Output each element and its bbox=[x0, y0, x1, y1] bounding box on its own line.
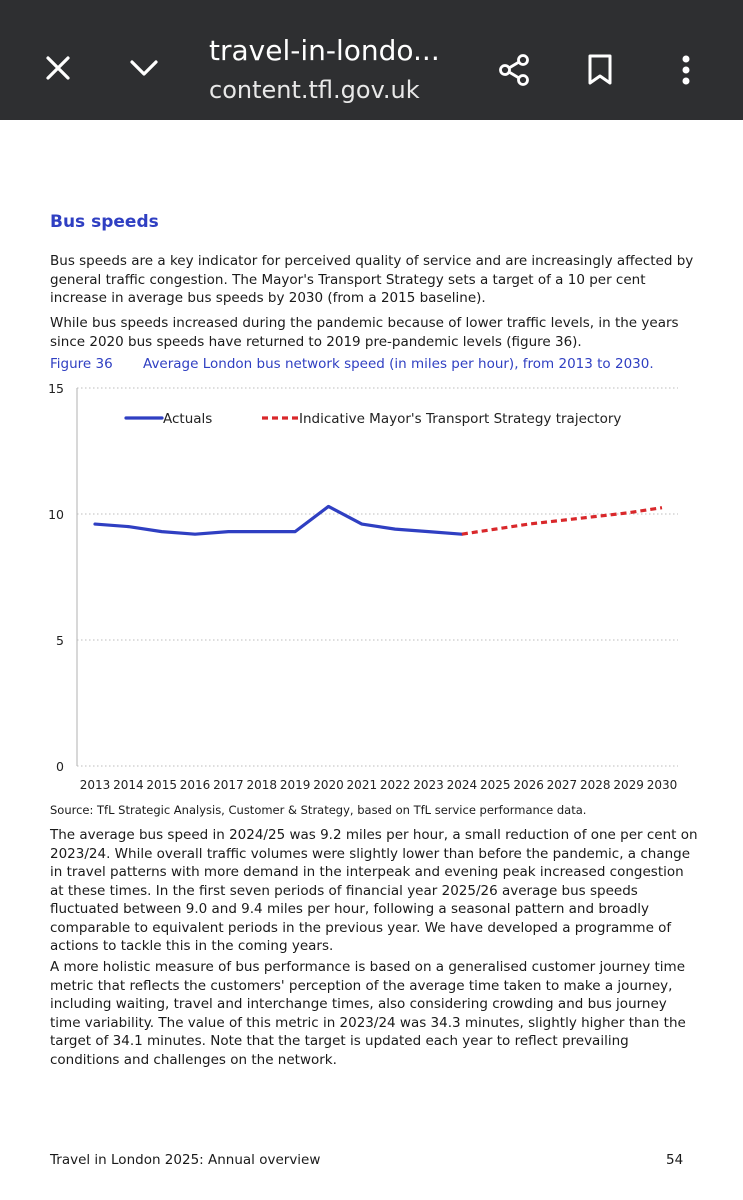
x-tick-label: 2029 bbox=[613, 778, 644, 790]
document-page[interactable] bbox=[0, 120, 743, 1200]
x-tick-label: 2015 bbox=[146, 778, 177, 790]
x-tick-label: 2027 bbox=[546, 778, 578, 790]
legend-trajectory-label: Indicative Mayor's Transport Strategy trajectory bbox=[299, 411, 622, 427]
x-tick-label: 2021 bbox=[346, 778, 378, 790]
x-tick-label: 2028 bbox=[580, 778, 611, 790]
y-tick-label: 15 bbox=[48, 381, 64, 396]
x-tick-label: 2022 bbox=[379, 778, 411, 790]
close-icon[interactable] bbox=[40, 50, 76, 86]
x-tick-label: 2013 bbox=[79, 778, 111, 790]
y-tick-label: 10 bbox=[48, 507, 64, 522]
bus-speed-chart bbox=[0, 370, 743, 790]
x-tick-label: 2018 bbox=[246, 778, 278, 790]
chevron-down-icon[interactable] bbox=[126, 50, 162, 86]
page-number: 54 bbox=[666, 1152, 684, 1168]
trajectory-series-line bbox=[462, 508, 662, 534]
footer-title: Travel in London 2025: Annual overview bbox=[50, 1152, 321, 1168]
intro-paragraph: Bus speeds are a key indicator for perceived quality of service and are increasingly affected by general traffic congestion. The Mayor's Transport Strategy sets a target of a 10 per cent increase in average bus speeds by 2030 (from a 2015 baseline). bbox=[50, 253, 694, 306]
x-tick-label: 2026 bbox=[513, 778, 544, 790]
journey-time-paragraph: A more holistic measure of bus performance is based on a generalised customer journey time metric that reflects the customers' perception of the average time taken to make a journey, including waiting, travel and interchange times, also considering crowding and bus journey time variability. The value of this metric in 2023/24 was 34.3 minutes, slightly higher than the target of 34.1 minutes. Note that the target is updated each year to reflect prevailing conditions and challenges on the network. bbox=[50, 959, 686, 1068]
chart-source: Source: TfL Strategic Analysis, Customer & Strategy, based on TfL service performance data. bbox=[50, 803, 587, 817]
bus-speed-paragraph: The average bus speed in 2024/25 was 9.2 miles per hour, a small reduction of one per cent on 2023/24. While overall traffic volumes were slightly lower than before the pandemic, a change in travel patterns with more demand in the interpeak and evening peak increased congestion at these times. In the first seven periods of financial year 2025/26 average bus speeds fluctuated between 9.0 and 9.4 miles per hour, following a seasonal pattern and broadly comparable to equivalent periods in the previous year. We have developed a programme of actions to tackle this in the coming years. bbox=[50, 827, 698, 954]
browser-toolbar bbox=[0, 0, 743, 120]
bookmark-icon[interactable] bbox=[582, 50, 618, 90]
x-tick-label: 2025 bbox=[479, 778, 511, 790]
share-icon[interactable] bbox=[494, 50, 534, 90]
x-tick-label: 2014 bbox=[113, 778, 144, 790]
actuals-series-line bbox=[95, 506, 462, 534]
page-title[interactable]: travel-in-londo... bbox=[209, 34, 440, 67]
figure-label: Figure 36 bbox=[50, 356, 113, 372]
x-tick-label: 2019 bbox=[279, 778, 311, 790]
url-text[interactable]: content.tfl.gov.uk bbox=[209, 76, 420, 104]
x-tick-label: 2017 bbox=[213, 778, 244, 790]
x-tick-label: 2024 bbox=[446, 778, 478, 790]
x-tick-label: 2023 bbox=[413, 778, 444, 790]
x-tick-label: 2020 bbox=[313, 778, 344, 790]
section-heading: Bus speeds bbox=[50, 212, 159, 232]
y-tick-label: 5 bbox=[56, 633, 64, 648]
x-tick-label: 2030 bbox=[646, 778, 678, 790]
x-tick-label: 2016 bbox=[179, 778, 211, 790]
pandemic-paragraph: While bus speeds increased during the pandemic because of lower traffic levels, in the years since 2020 bus speeds have returned to 2019 pre-pandemic levels (figure 36). bbox=[50, 315, 679, 350]
legend-actuals-label: Actuals bbox=[163, 411, 213, 427]
figure-title: Average London bus network speed (in miles per hour), from 2013 to 2030. bbox=[143, 356, 654, 372]
more-vert-icon[interactable] bbox=[668, 50, 704, 90]
y-tick-label: 0 bbox=[56, 759, 64, 774]
